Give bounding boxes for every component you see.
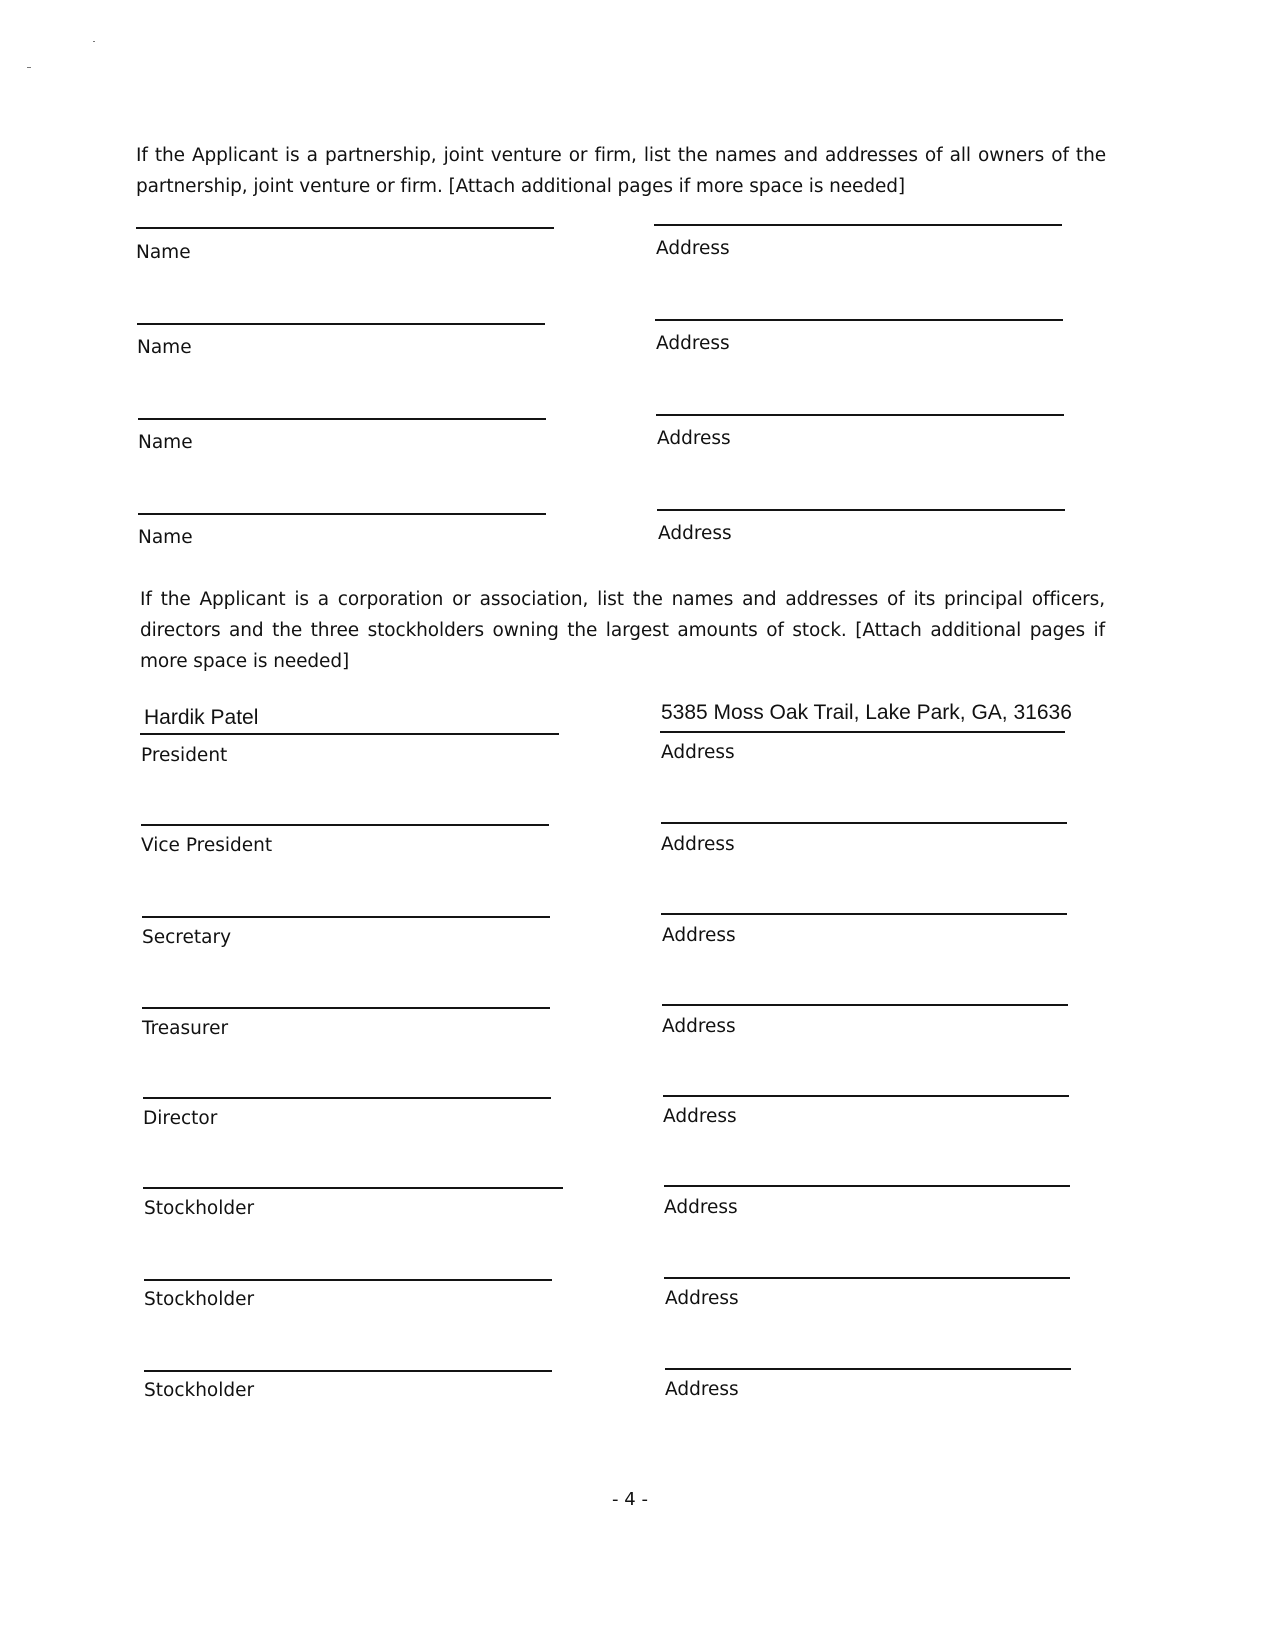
- scan-artifact: [27, 67, 31, 68]
- address-label: Address: [656, 333, 730, 354]
- role-label: Director: [143, 1108, 218, 1129]
- role-label: Stockholder: [144, 1198, 255, 1219]
- name-field-line[interactable]: [144, 1279, 552, 1281]
- address-label: Address: [661, 834, 735, 855]
- name-label: Name: [136, 242, 191, 263]
- name-field-line[interactable]: [144, 1370, 552, 1372]
- name-field[interactable]: Hardik Patel: [144, 706, 259, 729]
- partnership-instructions: If the Applicant is a partnership, joint venture or firm, list the names and addresses of all owners of the partnership, joint venture or firm. [Attach additional pages if more space is needed]: [136, 145, 1106, 197]
- name-label: Name: [138, 527, 193, 548]
- address-label: Address: [662, 1016, 736, 1037]
- name-field-line[interactable]: [143, 1097, 551, 1099]
- address-label: Address: [657, 428, 731, 449]
- name-field-line[interactable]: [141, 824, 549, 826]
- name-field-line[interactable]: [143, 1187, 563, 1189]
- address-label: Address: [658, 523, 732, 544]
- address-field-line[interactable]: [662, 1004, 1068, 1006]
- address-field-line[interactable]: [664, 1185, 1070, 1187]
- name-field-line[interactable]: [142, 1007, 550, 1009]
- address-field-line[interactable]: [654, 224, 1062, 226]
- role-label: Treasurer: [142, 1018, 229, 1039]
- page-number: - 4 -: [612, 1489, 648, 1510]
- role-label: Secretary: [142, 927, 232, 948]
- corporation-instructions: If the Applicant is a corporation or association, list the names and addresses of its principal officers, directors and the three stockholders owning the largest amounts of stock. [Attach additional pages if more space is needed]: [140, 589, 1105, 672]
- address-field-line[interactable]: [656, 414, 1064, 416]
- address-field-line[interactable]: [655, 319, 1063, 321]
- name-field-line[interactable]: [140, 733, 559, 735]
- name-label: Name: [138, 432, 193, 453]
- name-field-line[interactable]: [136, 227, 554, 229]
- address-label: Address: [665, 1288, 739, 1309]
- role-label: Stockholder: [144, 1380, 255, 1401]
- address-field[interactable]: 5385 Moss Oak Trail, Lake Park, GA, 31636: [661, 701, 1072, 724]
- address-field-line[interactable]: [661, 822, 1067, 824]
- address-field-line[interactable]: [665, 1368, 1071, 1370]
- address-label: Address: [663, 1106, 737, 1127]
- name-field-line[interactable]: [138, 513, 546, 515]
- address-field-line[interactable]: [657, 509, 1065, 511]
- address-label: Address: [656, 238, 730, 259]
- address-field-line[interactable]: [660, 731, 1065, 733]
- role-label: Vice President: [141, 835, 273, 856]
- address-field-line[interactable]: [661, 913, 1067, 915]
- name-field-line[interactable]: [142, 916, 550, 918]
- address-label: Address: [664, 1197, 738, 1218]
- name-field-line[interactable]: [137, 323, 545, 325]
- name-field-line[interactable]: [138, 418, 546, 420]
- address-field-line[interactable]: [663, 1095, 1069, 1097]
- role-label: Stockholder: [144, 1289, 255, 1310]
- address-label: Address: [665, 1379, 739, 1400]
- scan-artifact: [93, 41, 95, 42]
- address-field-line[interactable]: [664, 1277, 1070, 1279]
- address-label: Address: [661, 742, 735, 763]
- address-label: Address: [662, 925, 736, 946]
- role-label: President: [141, 745, 228, 766]
- name-label: Name: [137, 337, 192, 358]
